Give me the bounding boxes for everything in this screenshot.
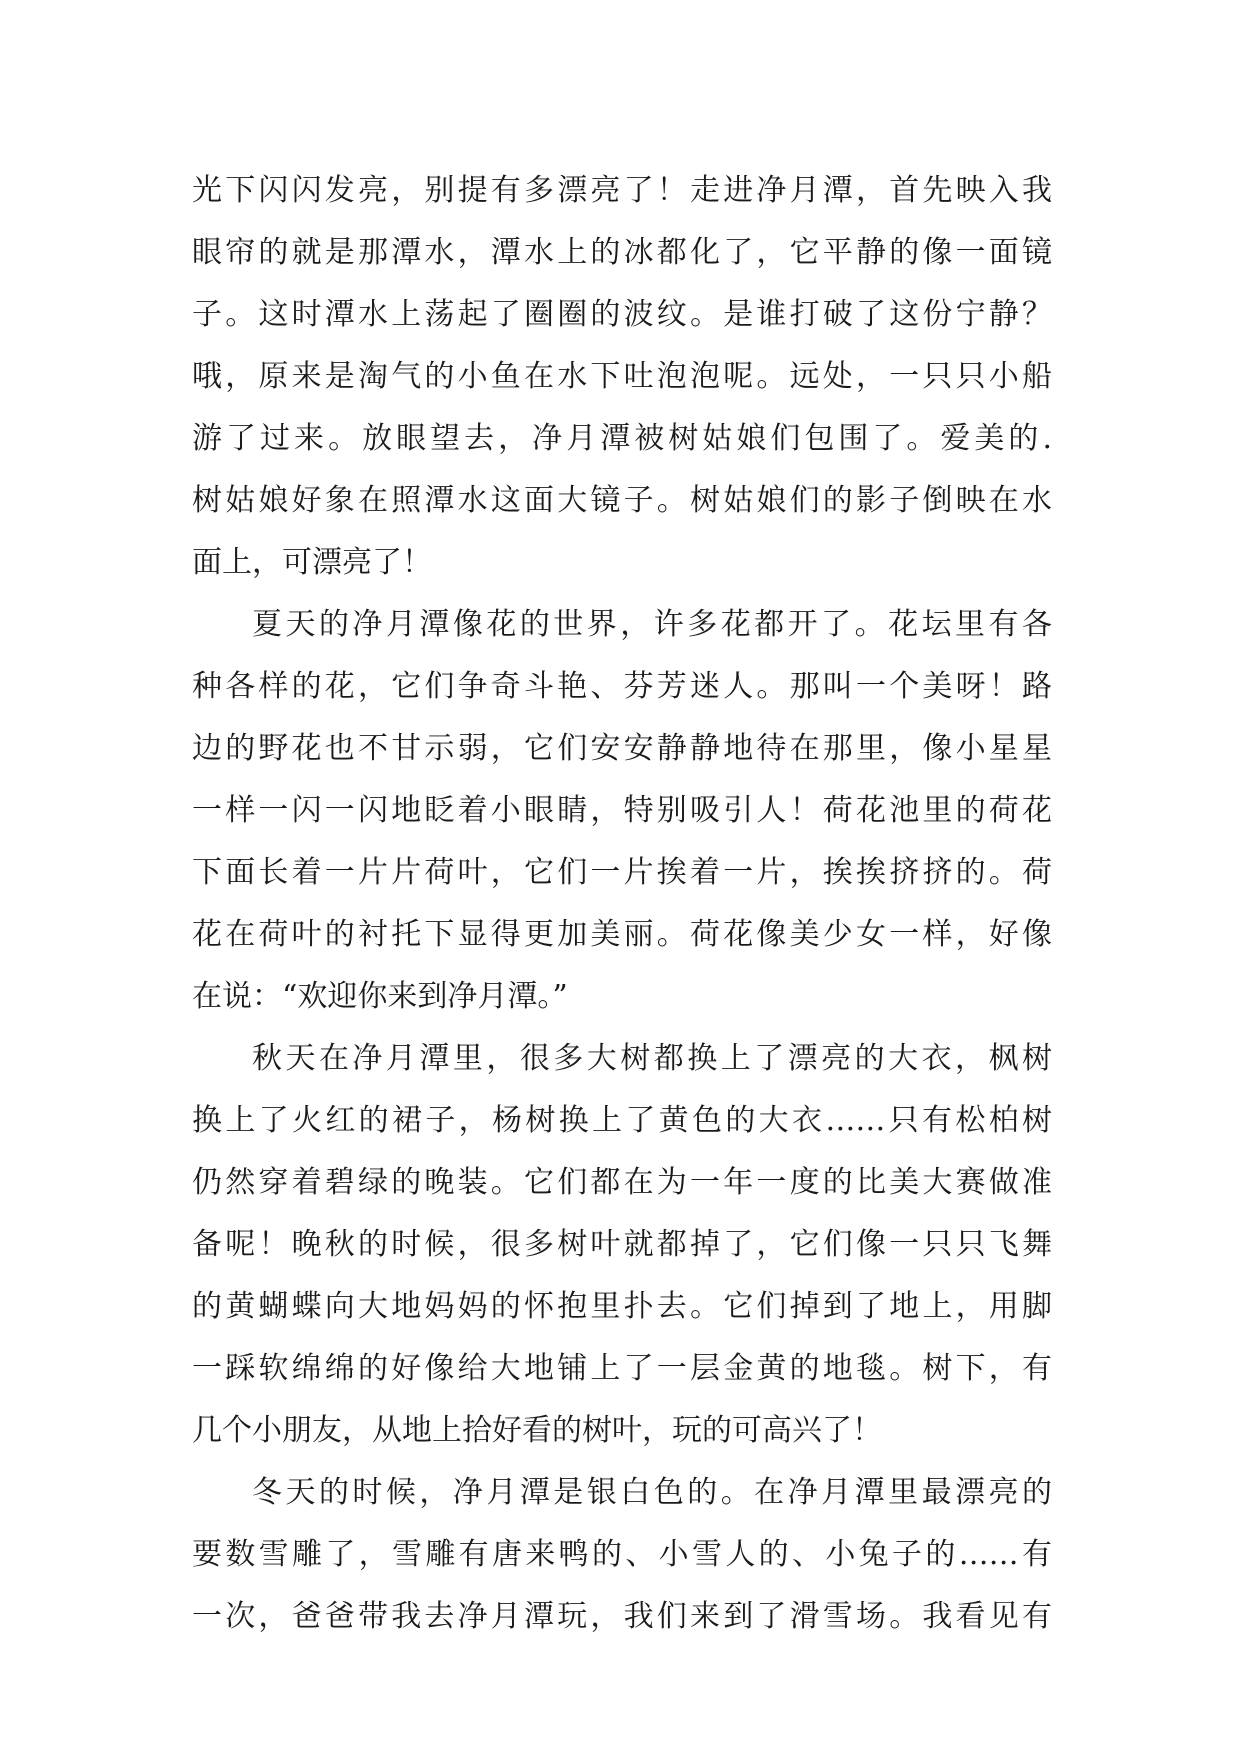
- text-line: 几个小朋友，从地上拾好看的树叶，玩的可高兴了！: [192, 1413, 882, 1448]
- body-text: [192, 160, 1052, 1648]
- text-line: 边的野花也不甘示弱，它们安安静静地待在那里，像小星星: [192, 731, 1052, 766]
- text-line: 在说：“欢迎你来到净月潭。”: [192, 979, 568, 1014]
- text-line: 游了过来。放眼望去，净月潭被树姑娘们包围了。爱美的.: [192, 421, 1052, 456]
- paragraph-autumn: [192, 1028, 1052, 1462]
- text-line: 仍然穿着碧绿的晚装。它们都在为一年一度的比美大赛做准: [192, 1165, 1052, 1200]
- text-line: 光下闪闪发亮，别提有多漂亮了！走进净月潭，首先映入我: [192, 173, 1052, 208]
- text-line: 一踩软绵绵的好像给大地铺上了一层金黄的地毯。树下，有: [192, 1351, 1052, 1386]
- text-line: 花在荷叶的衬托下显得更加美丽。荷花像美少女一样，好像: [192, 917, 1052, 952]
- text-line: 的黄蝴蝶向大地妈妈的怀抱里扑去。它们掉到了地上，用脚: [192, 1289, 1052, 1324]
- text-line: 种各样的花，它们争奇斗艳、芬芳迷人。那叫一个美呀！路: [192, 669, 1052, 704]
- text-line: 一样一闪一闪地眨着小眼睛，特别吸引人！荷花池里的荷花: [192, 793, 1052, 828]
- paragraph-spring-continued: [192, 160, 1052, 594]
- text-line: 一次，爸爸带我去净月潭玩，我们来到了滑雪场。我看见有: [192, 1599, 1052, 1634]
- text-line: 子。这时潭水上荡起了圈圈的波纹。是谁打破了这份宁静？: [192, 297, 1052, 332]
- text-line: 秋天在净月潭里，很多大树都换上了漂亮的大衣，枫树: [252, 1041, 1052, 1076]
- paragraph-winter: [192, 1462, 1052, 1648]
- text-line: 面上，可漂亮了！: [192, 545, 432, 580]
- paragraph-summer: [192, 594, 1052, 1028]
- text-line: 备呢！晚秋的时候，很多树叶就都掉了，它们像一只只飞舞: [192, 1227, 1052, 1262]
- text-line: 换上了火红的裙子，杨树换上了黄色的大衣……只有松柏树: [192, 1103, 1052, 1138]
- text-line: 冬天的时候，净月潭是银白色的。在净月潭里最漂亮的: [252, 1475, 1052, 1510]
- text-line: 树姑娘好象在照潭水这面大镜子。树姑娘们的影子倒映在水: [192, 483, 1052, 518]
- text-line: 要数雪雕了，雪雕有唐来鸭的、小雪人的、小兔子的……有: [192, 1537, 1052, 1572]
- text-line: 眼帘的就是那潭水，潭水上的冰都化了，它平静的像一面镜: [192, 235, 1052, 270]
- text-line: 哦，原来是淘气的小鱼在水下吐泡泡呢。远处，一只只小船: [192, 359, 1052, 394]
- text-line: 下面长着一片片荷叶，它们一片挨着一片，挨挨挤挤的。荷: [192, 855, 1052, 890]
- text-line: 夏天的净月潭像花的世界，许多花都开了。花坛里有各: [252, 607, 1052, 642]
